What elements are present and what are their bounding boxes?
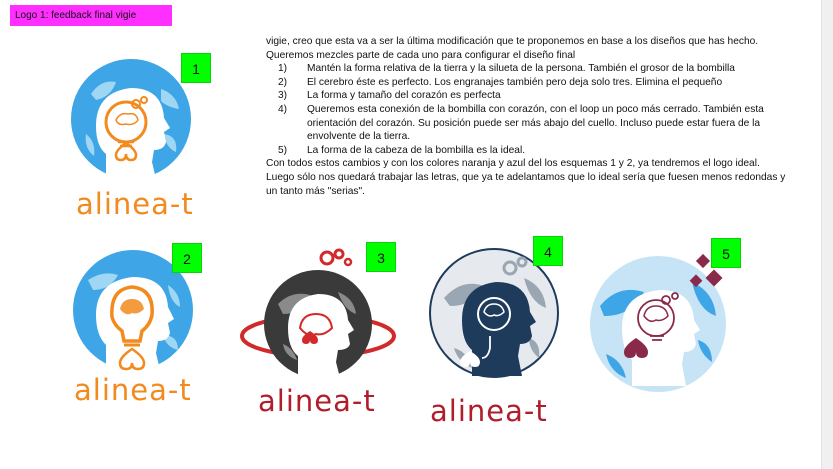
list-number: 1) bbox=[278, 63, 288, 75]
list-item bbox=[266, 103, 790, 144]
logo-wordmark: alinea-t bbox=[74, 373, 192, 407]
vertical-scrollbar[interactable] bbox=[821, 0, 833, 469]
option-number-badge: 5 bbox=[711, 238, 741, 268]
option-number-badge: 4 bbox=[533, 236, 563, 266]
intro-paragraph: vigie, creo que esta va a ser la última modificación que te proponemos en base a los diseños que has hecho. Queremos mezcles parte de cada uno para configurar el diseño final bbox=[266, 36, 759, 61]
logo-wordmark: alinea-t bbox=[76, 187, 194, 221]
option-number-badge: 1 bbox=[181, 53, 211, 83]
list-item bbox=[266, 76, 790, 90]
logo-option-1 bbox=[66, 54, 196, 224]
list-text: El cerebro éste es perfecto. Los engranajes también pero deja solo tres. Elimina el pequeño bbox=[307, 76, 723, 88]
logo-wordmark: alinea-t bbox=[258, 384, 376, 418]
logo-1-image bbox=[66, 54, 196, 184]
list-text: Mantén la forma relativa de la tierra y la silueta de la persona. También el grosor de la bombilla bbox=[307, 63, 735, 75]
outro-paragraph: Con todos estos cambios y con los colores naranja y azul del los esquemas 1 y 2, ya tendremos el logo ideal. Luego sólo nos quedará trabajar las letras, que ya te adelantamos que lo ideal sería que fuesen menos redondas y un tanto más "serias". bbox=[266, 158, 786, 197]
option-number-badge: 3 bbox=[366, 242, 396, 272]
list-text: Queremos esta conexión de la bombilla con corazón, con el loop un poco más cerrado. También esta orientación del corazón. Su posición puede ser más abajo del cuello. Incluso puede estar fuera de la envolvente de la tierra. bbox=[307, 103, 764, 143]
list-number: 4) bbox=[278, 103, 288, 115]
list-item bbox=[266, 144, 790, 158]
list-item bbox=[266, 62, 790, 76]
logo-wordmark: alinea-t bbox=[430, 394, 548, 428]
list-text: La forma y tamaño del corazón es perfecta bbox=[307, 90, 501, 102]
list-number: 3) bbox=[278, 90, 288, 102]
option-number-badge: 2 bbox=[172, 243, 202, 273]
list-text: La forma de la cabeza de la bombilla es la ideal. bbox=[307, 144, 526, 156]
change-list bbox=[266, 62, 790, 157]
page-title: Logo 1: feedback final vigie bbox=[10, 5, 172, 26]
feedback-text bbox=[266, 35, 790, 198]
list-item bbox=[266, 89, 790, 103]
list-number: 5) bbox=[278, 144, 288, 156]
list-number: 2) bbox=[278, 76, 288, 88]
